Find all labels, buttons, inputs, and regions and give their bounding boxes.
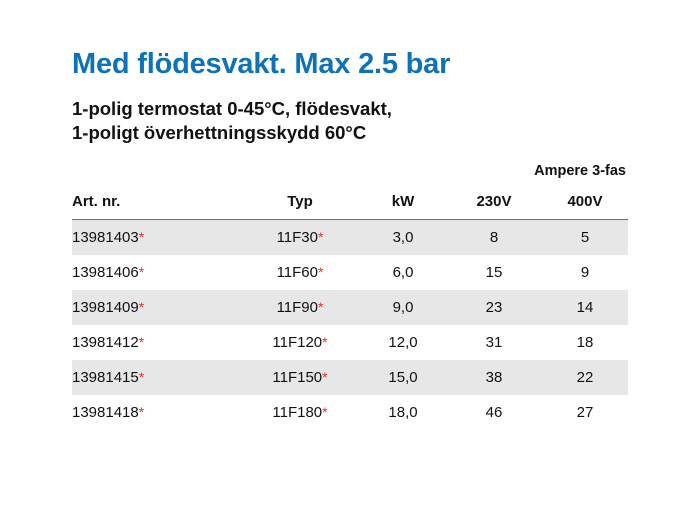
art-nr-value: 13981415 [72,369,139,387]
art-nr-value: 13981409 [72,299,139,317]
table-row [72,255,628,290]
asterisk-marker: * [138,229,145,246]
asterisk-marker: * [138,334,145,351]
column-header-kw: kW [360,185,446,220]
asterisk-marker: * [322,334,328,351]
page-title: Med flödesvakt. Max 2.5 bar [72,48,451,80]
column-header-230v: 230V [446,185,542,220]
cell-400v: 18 [576,334,594,352]
column-header-art-nr: Art. nr. [72,185,240,220]
cell-400v: 14 [542,290,628,325]
cell-kw: 12,0 [388,334,418,352]
cell-kw: 3,0 [360,220,446,256]
cell-400v: 5 [542,220,628,256]
cell-typ [240,360,360,395]
cell-typ [240,395,360,430]
asterisk-marker: * [138,264,145,281]
page-subtitle [72,97,640,145]
cell-typ [240,325,360,360]
subtitle-line-2: 1-poligt överhettningsskydd 60°C [72,122,367,144]
cell-art-nr [72,290,240,325]
asterisk-marker: * [138,404,145,421]
cell-400v: 22 [542,360,628,395]
cell-typ [240,290,360,325]
table-head [72,185,628,220]
subtitle-line-1: 1-polig termostat 0-45°C, flödesvakt, [72,98,392,120]
cell-art-nr [72,360,240,395]
cell-typ [240,255,360,290]
table-row [72,325,628,360]
typ-value: 11F90 [276,299,318,317]
typ-value: 11F180 [272,404,323,422]
asterisk-marker: * [138,369,145,386]
cell-art-nr [72,255,240,290]
art-nr-value: 13981412 [72,334,139,352]
cell-art-nr [72,395,240,430]
table-row [72,290,628,325]
table-body [72,220,628,431]
art-nr-value: 13981406 [72,264,139,282]
asterisk-marker: * [322,369,328,386]
asterisk-marker: * [138,299,145,316]
typ-value: 11F30 [276,229,318,247]
cell-230v: 23 [446,290,542,325]
table-row [72,395,628,430]
table-row [72,220,628,256]
column-header-400v: 400V [542,185,628,220]
cell-400v: 27 [576,404,594,422]
column-header-typ: Typ [240,185,360,220]
cell-kw: 9,0 [360,290,446,325]
asterisk-marker: * [322,404,328,421]
asterisk-marker: * [317,299,324,316]
art-nr-value: 13981418 [72,404,139,422]
typ-value: 11F60 [276,264,318,282]
art-nr-value: 13981403 [72,229,139,247]
cell-kw: 15,0 [360,360,446,395]
typ-value: 11F120 [272,334,323,352]
cell-230v: 31 [485,334,503,352]
cell-art-nr [72,325,240,360]
cell-kw: 6,0 [392,264,414,282]
cell-kw: 18,0 [388,404,418,422]
cell-typ [240,220,360,256]
typ-value: 11F150 [272,369,323,387]
cell-230v: 46 [485,404,503,422]
specification-table [72,185,628,430]
asterisk-marker: * [317,264,324,281]
cell-230v: 38 [446,360,542,395]
cell-art-nr [72,220,240,256]
cell-230v: 8 [446,220,542,256]
asterisk-marker: * [317,229,324,246]
cell-400v: 9 [580,264,590,282]
ampere-group-label: Ampere 3-fas [534,163,626,180]
table-header-row [72,185,628,220]
cell-230v: 15 [485,264,503,282]
table-row [72,360,628,395]
